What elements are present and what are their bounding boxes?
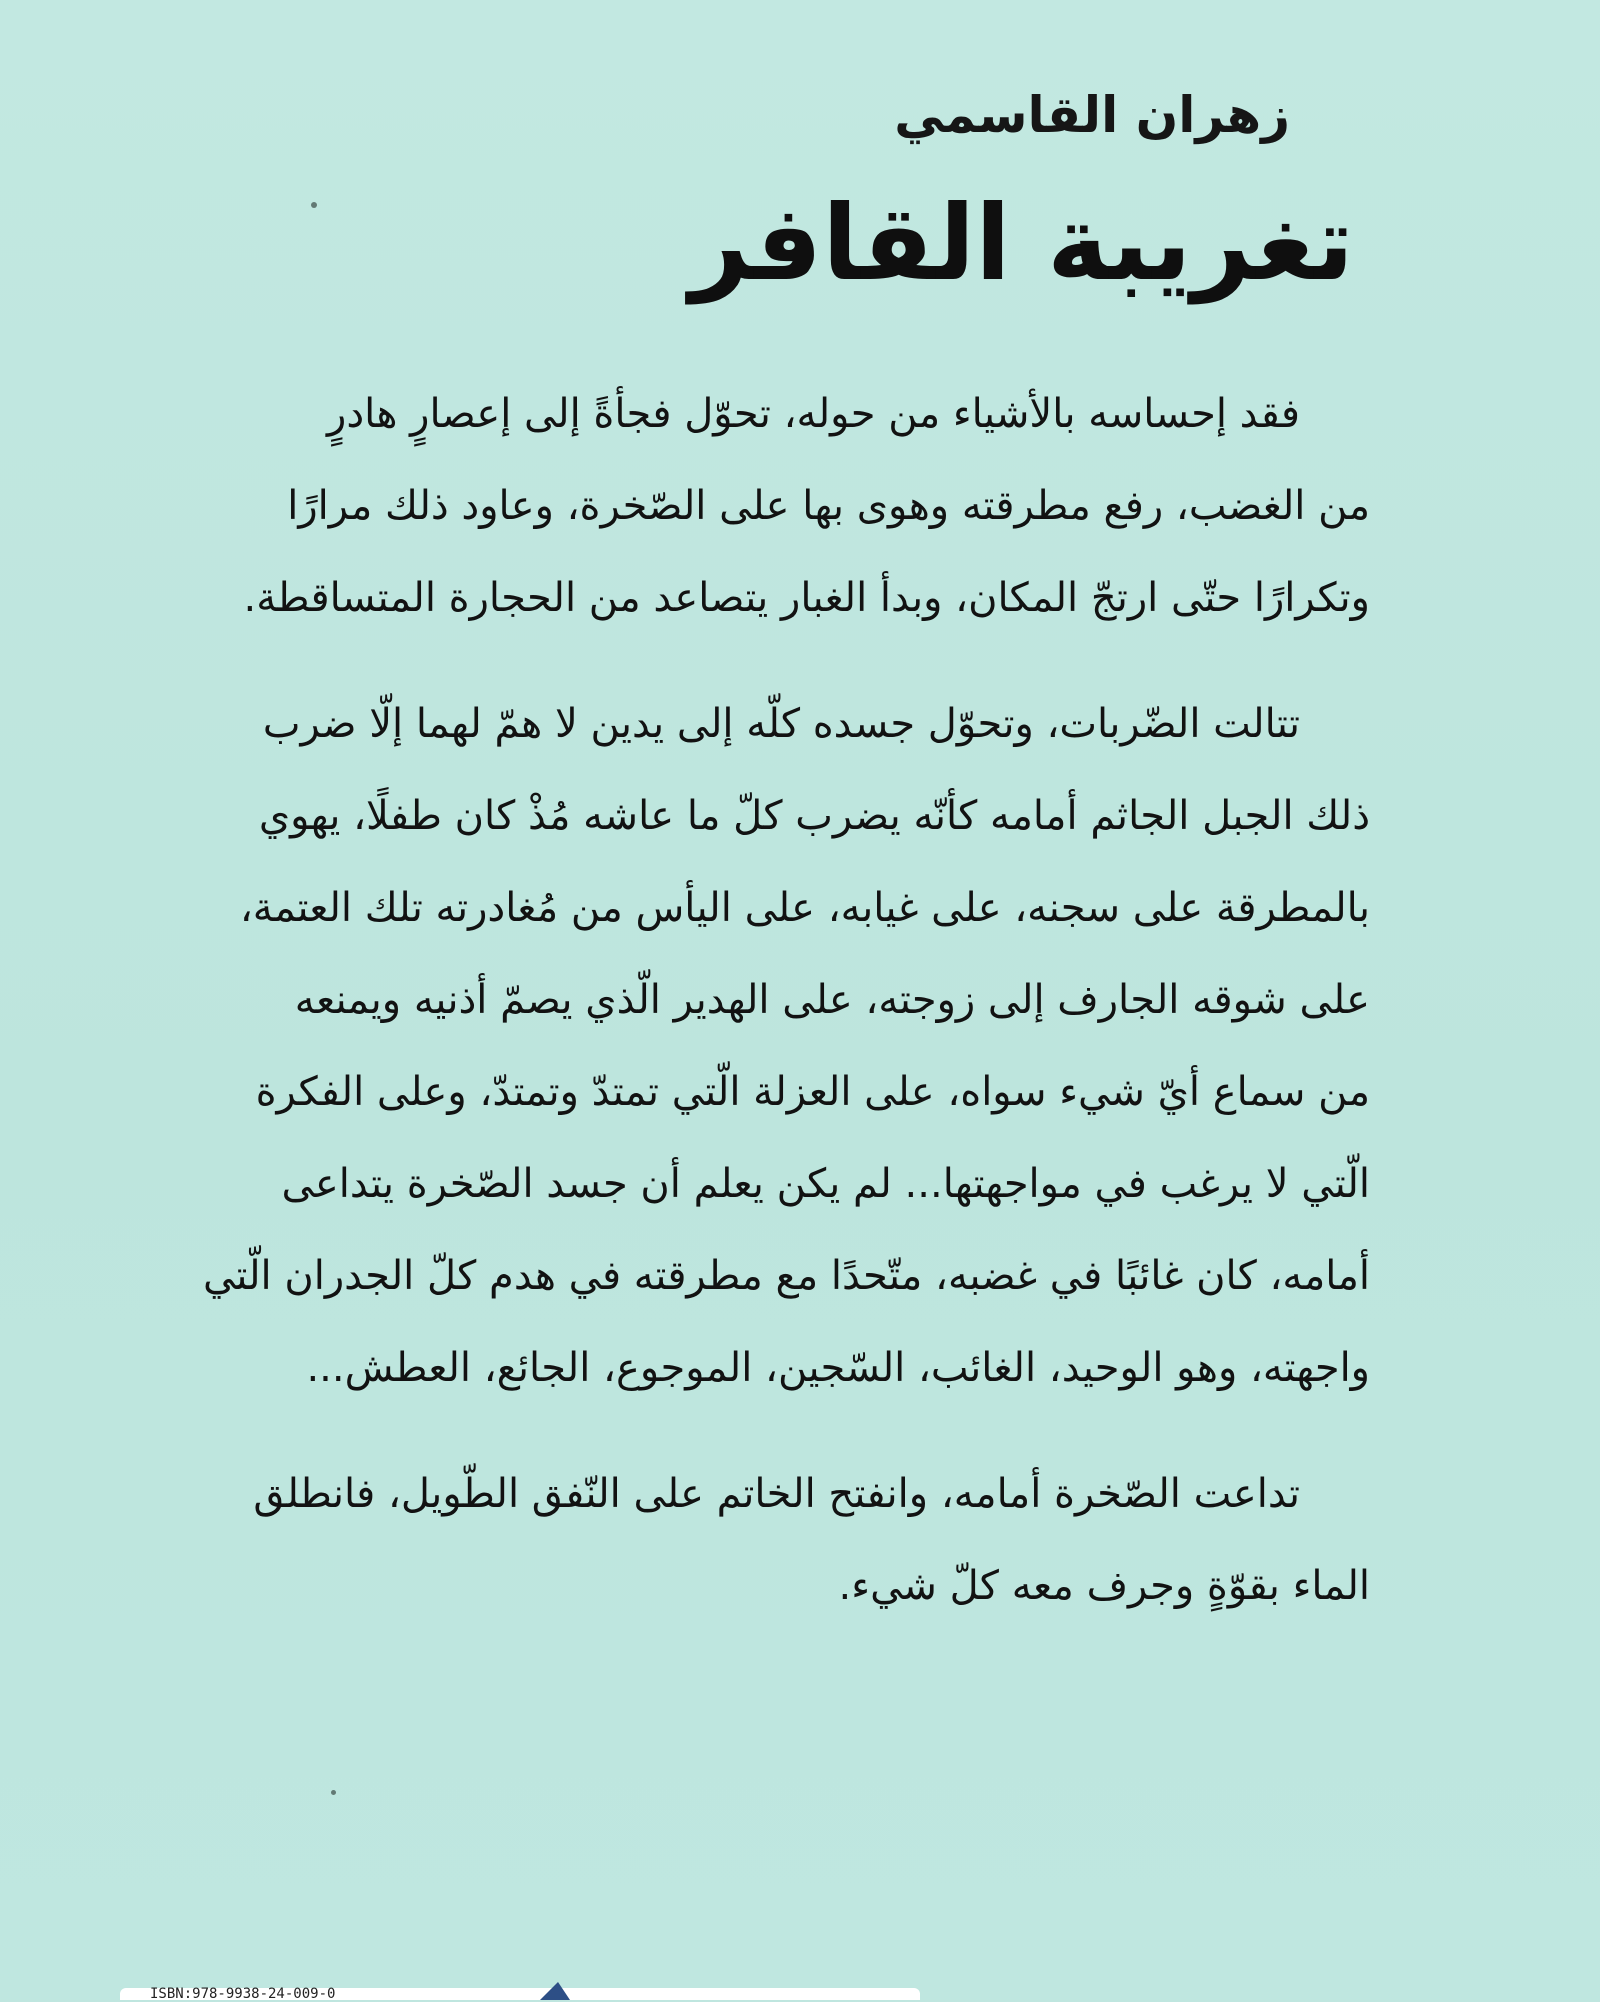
author-name: زهران القاسمي bbox=[894, 86, 1290, 144]
text-line: بالمطرقة على سجنه، على غيابه، على اليأس من مُغادرته تلك العتمة، bbox=[239, 885, 1370, 931]
text-line: من سماع أيّ شيء سواه، على العزلة الّتي تمتدّ وتمتدّ، وعلى الفكرة bbox=[255, 1069, 1370, 1115]
blurb-paragraph-3 bbox=[228, 1448, 1370, 1632]
blurb-text bbox=[202, 368, 1370, 1632]
paragraph-gap bbox=[228, 1414, 1370, 1448]
text-line: تداعت الصّخرة أمامه، وانفتح الخاتم على النّفق الطّويل، فانطلق bbox=[253, 1471, 1300, 1517]
text-line: وتكرارًا حتّى ارتجّ المكان، وبدأ الغبار يتصاعد من الحجارة المتساقطة. bbox=[243, 575, 1370, 621]
text-line: أمامه، كان غائبًا في غضبه، متّحدًا مع مطرقته في هدم كلّ الجدران الّتي bbox=[202, 1253, 1370, 1299]
text-line: تتالت الضّربات، وتحوّل جسده كلّه إلى يدين لا همّ لهما إلّا ضرب bbox=[262, 701, 1300, 747]
text-line: من الغضب، رفع مطرقته وهوى بها على الصّخرة، وعاود ذلك مرارًا bbox=[287, 483, 1370, 529]
text-line: فقد إحساسه بالأشياء من حوله، تحوّل فجأةً إلى إعصارٍ هادرٍ bbox=[327, 391, 1300, 437]
blurb-paragraph-1 bbox=[228, 368, 1370, 644]
text-line: واجهته، وهو الوحيد، الغائب، السّجين، الموجوع، الجائع، العطش... bbox=[306, 1345, 1370, 1391]
isbn-text: ISBN:978-9938-24-009-0 bbox=[150, 1986, 336, 2002]
blurb-paragraph-2 bbox=[202, 678, 1370, 1414]
paragraph-gap bbox=[228, 644, 1370, 678]
book-title: تغريبة القافر bbox=[689, 182, 1354, 304]
text-line: ذلك الجبل الجاثم أمامه كأنّه يضرب كلّ ما عاشه مُذْ كان طفلًا، يهوي bbox=[258, 793, 1370, 839]
text-line: على شوقه الجارف إلى زوجته، على الهدير الّذي يصمّ أذنيه ويمنعه bbox=[294, 977, 1370, 1023]
print-speck bbox=[331, 1790, 336, 1795]
text-line: الّتي لا يرغب في مواجهتها... لم يكن يعلم أن جسد الصّخرة يتداعى bbox=[281, 1161, 1370, 1207]
text-line: الماء بقوّةٍ وجرف معه كلّ شيء. bbox=[838, 1563, 1370, 1609]
print-speck bbox=[311, 202, 317, 208]
